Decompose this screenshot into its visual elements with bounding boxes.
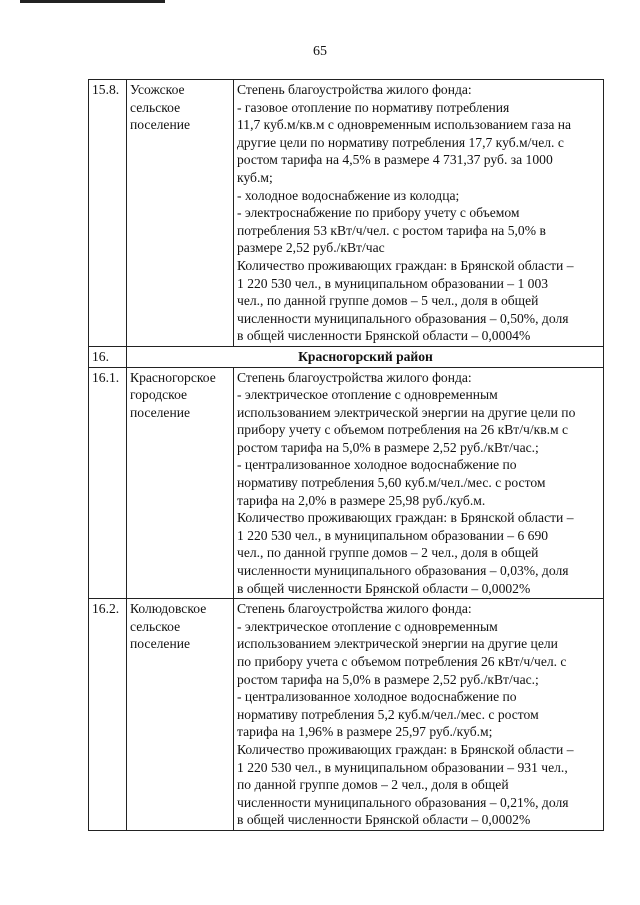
document-table [88, 79, 604, 831]
table-row-district [89, 346, 604, 367]
table-row [89, 367, 604, 599]
row-number: 16.1. [89, 367, 127, 599]
table-row [89, 599, 604, 831]
settlement-name: Усожское сельское поселение [127, 80, 234, 347]
settlement-name: Колюдовское сельское поселение [127, 599, 234, 831]
top-rule [20, 0, 165, 3]
row-number: 15.8. [89, 80, 127, 347]
table-row [89, 80, 604, 347]
row-number: 16. [89, 346, 127, 367]
page-number: 65 [313, 44, 327, 59]
district-heading: Красногорский район [127, 346, 604, 367]
description: Степень благоустройства жилого фонда: - электрическое отопление с одновременным использованием электрической энергии на другие цели по прибору учету с объемом потребления на 26 кВт/ч/кв.м с ростом тарифа на 5,0% в размере 2,52 руб./кВт/час.; - централизованное холодное водоснабжение по нормативу потребления 5,60 куб.м/чел./мес. с ростом тарифа на 2,0% в размере 25,98 руб./куб.м. Количество проживающих граждан: в Брянской области – 1 220 530 чел., в муниципальном образовании – 6 690 чел., по данной группе домов – 2 чел., доля в общей численности муниципального образования – 0,03%, доля в общей численности Брянской области – 0,0002% [234, 367, 604, 599]
description: Степень благоустройства жилого фонда: - газовое отопление по нормативу потребления 11,7 куб.м/кв.м с одновременным использованием газа на другие цели по нормативу потребления 17,7 куб.м/чел. с ростом тарифа на 4,5% в размере 4 731,37 руб. за 1000 куб.м; - холодное водоснабжение из колодца; - электроснабжение по прибору учету с объемом потребления 53 кВт/ч/чел. с ростом тарифа на 5,0% в размере 2,52 руб./кВт/час Количество проживающих граждан: в Брянской области – 1 220 530 чел., в муниципальном образовании – 1 003 чел., по данной группе домов – 5 чел., доля в общей численности муниципального образования – 0,50%, доля в общей численности Брянской области – 0,0004% [234, 80, 604, 347]
row-number: 16.2. [89, 599, 127, 831]
settlement-name: Красногорское городское поселение [127, 367, 234, 599]
description: Степень благоустройства жилого фонда: - электрическое отопление с одновременным использованием электрической энергии на другие цели по прибору учета с объемом потребления 26 кВт/ч/чел. с ростом тарифа на 5,0% в размере 2,52 руб./кВт/час.; - централизованное холодное водоснабжение по нормативу потребления 5,2 куб.м/чел./мес. с ростом тарифа на 1,96% в размере 25,97 руб./куб.м; Количество проживающих граждан: в Брянской области – 1 220 530 чел., в муниципальном образовании – 931 чел., по данной группе домов – 2 чел., доля в общей численности муниципального образования – 0,21%, доля в общей численности Брянской области – 0,0002% [234, 599, 604, 831]
